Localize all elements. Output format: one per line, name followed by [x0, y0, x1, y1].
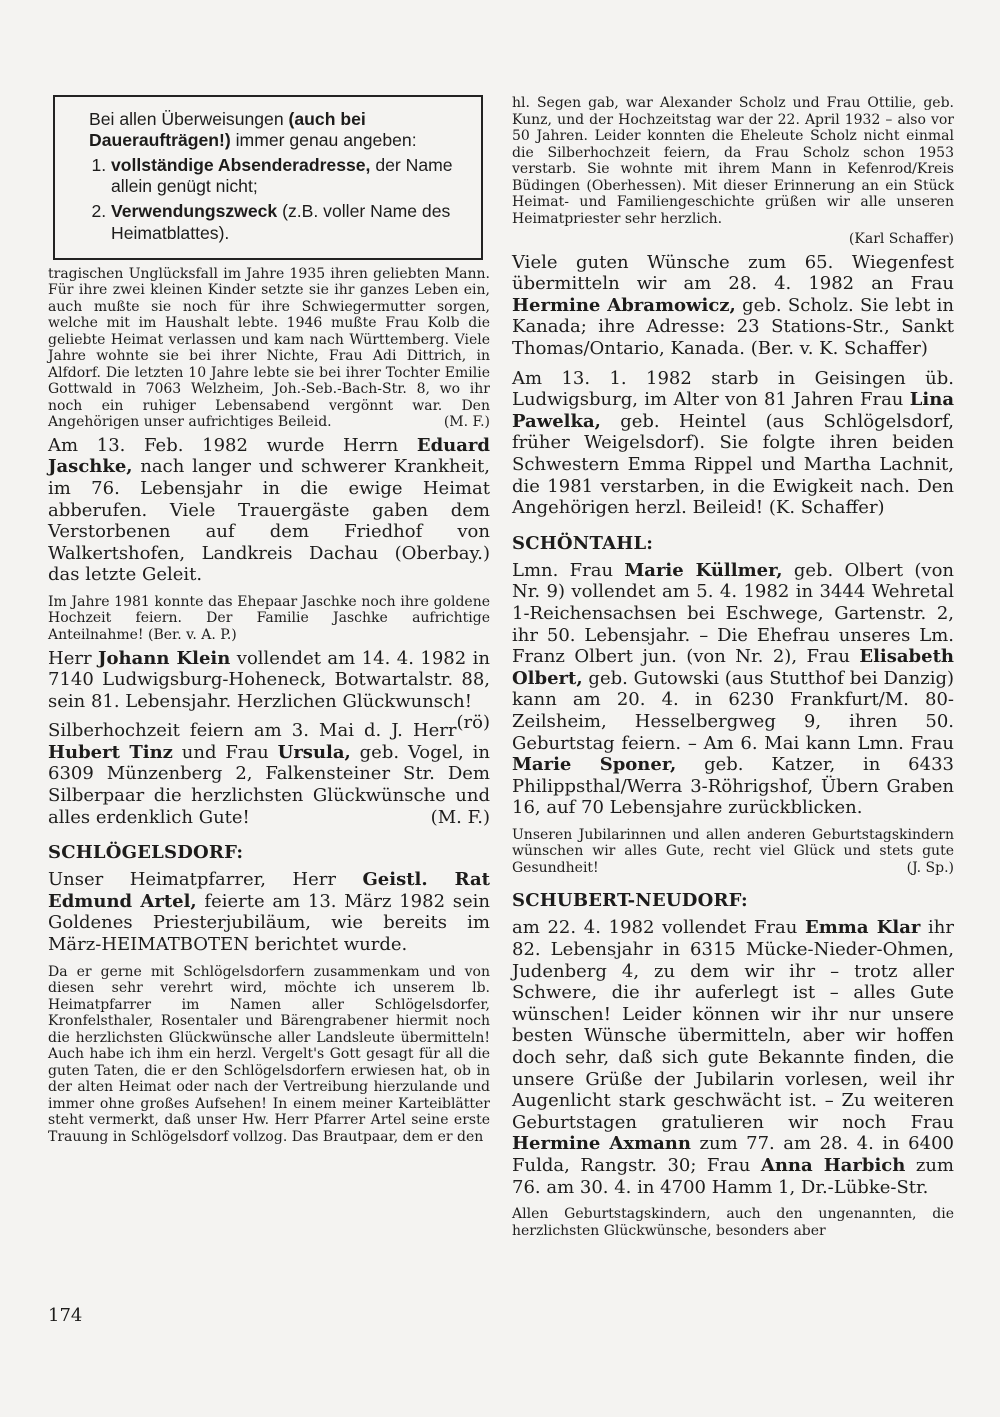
schoentahl-wishes: Unseren Jubilarinnen und allen anderen Geburtstagskindern wünschen wir alles Gute, recht viel Glück und stets gute Gesundheit! (J. Sp.) [512, 826, 954, 876]
schubert-wishes: Allen Geburtstagskindern, auch den ungenannten, die herzlichsten Glückwünsche, besonders aber [512, 1206, 954, 1239]
kuellmer-birthdays: Lmn. Frau Marie Küllmer, geb. Olbert (von Nr. 9) vollendet am 5. 4. 1982 in 3444 Wehretal 1-Reichensachsen bei Eschwege, Gartenstr. 2, ihr 50. Lebensjahr. – Die Ehefrau unseres Lm. Franz Olbert jun. (von Nr. 2), Frau Elisabeth Olbert, geb. Gutowski (aus Stutthof bei Danzig) kann am 20. 4. in 6230 Frankfurt/M. 80-Zeilsheim, Hesselbergweg 9, ihren 50. Geburtstag feiern. – Am 6. Mai kann Lmn. Frau Marie Sponer, geb. Katzer, in 6433 Philippsthal/Werra 3-Röhrigshof, Übern Graben 16, auf 70 Lebensjahre zurückblicken. [512, 559, 955, 819]
notice-list [89, 155, 469, 243]
artel-note: Da er gerne mit Schlögelsdorfern zusammenkam und von diesen sehr verehrt wird, möchte ich unserem lb. Heimatpfarrer im Namen aller Schlögelsdorfer, Kronfelsthaler, Rosentaler und Bärengrabener hiermit noch die herzlichsten Glückwünsche aller Landsleute übermitteln! Auch habe ich ihm ein herzl. Vergelt's Gott gesagt für all die guten Taten, die er den Schlögelsdorfern erwiesen hat, ob in der alten Heimat oder nach der Vertreibung hierzulande und immer ohne großes Aufsehen! In einem meiner Karteiblätter steht vermerkt, daß unser Hw. Herr Pfarrer Artel seine erste Trauung in Schlögelsdorf vollzog. Das Brautpaar, dem er den [48, 963, 490, 1145]
scholz-signature: (Karl Schaffer) [848, 231, 954, 248]
section-heading-schoentahl: SCHÖNTAHL: [512, 532, 654, 554]
tinz-anniversary: Silberhochzeit feiern am 3. Mai d. J. Herr Hubert Tinz und Frau Ursula, geb. Vogel, in 6309 Münzenberg 2, Falkensteiner Str. Dem Silberpaar die herzlichsten Glückwünsche und alles erdenklich Gute! (M. F.) [48, 720, 490, 828]
artel-jubilee: Unser Heimatpfarrer, Herr Geistl. Rat Edmund Artel, feierte am 13. März 1982 sein Goldenes Priesterjubiläum, wie bereits im März-HEIMATBOTEN berichtet wurde. [48, 869, 490, 956]
section-heading-schubert-neudorf: SCHUBERT-NEUDORF: [512, 890, 748, 912]
klein-birthday: Herr Johann Klein vollendet am 14. 4. 1982 in 7140 Ludwigsburg-Hoheneck, Botwartalstr. 88, sein 81. Lebensjahr. Herzlichen Glückwunsch! (rö) [48, 647, 490, 734]
notice-item-1: 1. vollständige Absenderadresse, der Name allein genügt nicht; [111, 155, 469, 197]
right-column [512, 95, 954, 1243]
abramowicz-birthday: Viele guten Wünsche zum 65. Wiegenfest übermitteln wir am 28. 4. 1982 an Frau Hermine Abramowicz, geb. Scholz. Sie lebt in Kanada; ihre Adresse: 23 Stations-Str., Sankt Thomas/Ontario, Kanada. (Ber. v. K. Schaffer) [512, 251, 954, 360]
pawelka-obituary: Am 13. 1. 1982 starb in Geisingen üb. Ludwigsburg, im Alter von 81 Jahren Frau Lina Pawelka, geb. Heintel (aus Schlögelsdorf, früher Weigelsdorf). Sie folgte ihren beiden Schwestern Emma Rippel und Martha Lachnit, die 1981 verstarben, in die Ewigkeit nach. Den Angehörigen herzl. Beileid! (K. Schaffer) [512, 367, 954, 519]
section-heading-schloegelsdorf: SCHLÖGELSDORF: [48, 842, 244, 864]
jaschke-note: Im Jahre 1981 konnte das Ehepaar Jaschke noch ihre goldene Hochzeit feiern. Der Familie Jaschke aufrichtige Anteilnahme! (Ber. v. A. P.) [48, 593, 490, 643]
notice-intro: Bei allen Überweisungen (auch bei Daueraufträgen!) immer genau angeben: [89, 109, 417, 151]
notice-item-2: 2. Verwendungszweck (z.B. voller Name des Heimatblattes). [111, 201, 469, 243]
left-column [48, 95, 490, 1149]
transfer-notice-box [53, 95, 483, 260]
page-number: 174 [48, 1305, 83, 1326]
klar-birthday: am 22. 4. 1982 vollendet Frau Emma Klar ihr 82. Lebensjahr in 6315 Mücke-Nieder-Ohmen, Judenberg 4, zu dem wir ihr – trotz aller Schwere, die ihr auferlegt ist – alles Gute wünschen! Leider können wir ihr nur unsere besten Wünsche übermitteln, aber wir hoffen doch sehr, daß sich gute Bekannte finden, die unsere Grüße der Jubilarin vorlesen, weil ihr Augenlicht stark geschwächt ist. – Zu weiteren Geburtstagen gratulieren wir noch Frau Hermine Axmann zum 77. am 28. 4. in 6400 Fulda, Rangstr. 30; Frau Anna Harbich zum 76. am 30. 4. in 4700 Hamm 1, Dr.-Lübke-Str. [512, 917, 954, 1198]
kolb-obituary: tragischen Unglücksfall im Jahre 1935 ihren geliebten Mann. Für ihre zwei kleinen Kinder setzte sie ihr ganzes Leben ein, auch mußte sie noch für ihre Schwiegermutter sorgen, welche mit im Haushalt lebte. 1946 mußte Frau Kolb die geliebte Heimat verlassen und kam nach Württemberg. Viele Jahre wohnte sie bei ihrer Nichte, Frau Adi Dittrich, in Alfdorf. Die letzten 10 Jahre lebte sie bei ihrer Tochter Emilie Gottwald in 7063 Welzheim, Joh.-Seb.-Bach-Str. 8, wo ihr noch ein ruhiger Lebensabend vergönnt war. Den Angehörigen unser aufrichtiges Beileid. (M. F.) [48, 265, 490, 431]
scholz-wedding: hl. Segen gab, war Alexander Scholz und Frau Ottilie, geb. Kunz, und der Hochzeitstag war der 22. April 1932 – also vor 50 Jahren. Leider konnten die Eheleute Scholz nicht einmal die Silberhochzeit feiern, da Frau Scholz schon 1953 verstarb. Sie wohnte mit ihrem Mann in Kefenrod/Kreis Büdingen (Oberhessen). Mit dieser Erinnerung an ein Stück Heimat- und Familiengeschichte grüßen wir alle unseren Heimatpriester sehr herzlich. [512, 95, 954, 227]
jaschke-obituary: Am 13. Feb. 1982 wurde Herrn Eduard Jaschke, nach langer und schwerer Krankheit, im 76. Lebensjahr in die ewige Heimat abberufen. Viele Trauergäste gaben dem Verstorbenen auf dem Friedhof von Walkertshofen, Landkreis Dachau (Oberbay.) das letzte Geleit. [48, 434, 490, 586]
